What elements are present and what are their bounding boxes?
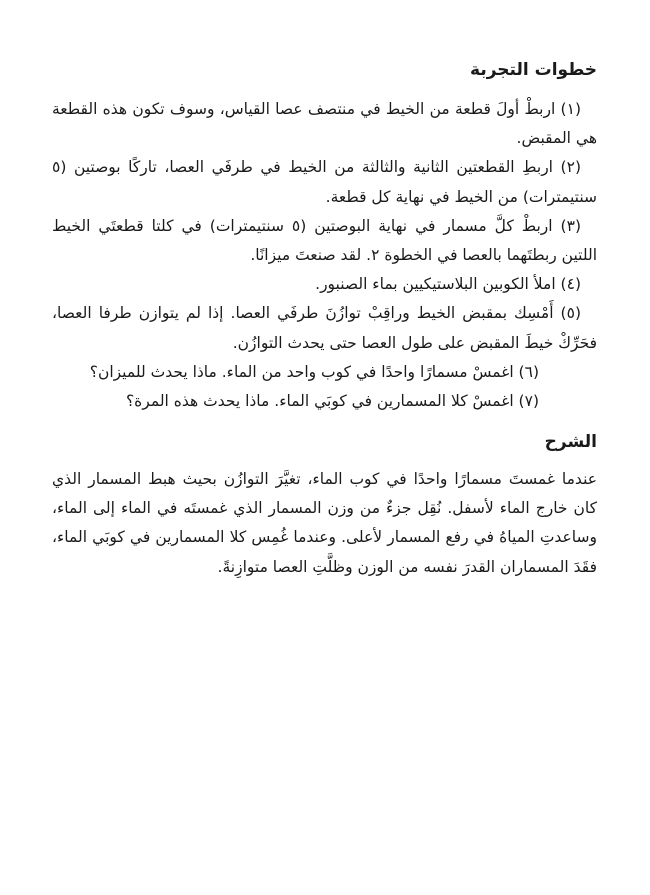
step-7: (٧) اغمسْ كلا المسمارين في كوبَي الماء. ماذا يحدث هذه المرة؟ [125,392,539,411]
step-3: (٣) اربطْ كلَّ مسمار في نهاية البوصتين (٥ سنتيمترات) في كلتا قطعتَي الخيط اللتين ربطتَهما بالعصا في الخطوة ٢. لقد صنعتَ ميزانًا. [52,216,597,265]
step-5: (٥) أَمْسِك بمقبض الخيط وراقِبْ توازُنَ طرفَي العصا. إذا لم يتوازن طرفا العصا، فحَرِّكْ خيطَ المقبض على طول العصا حتى يحدث التوازُن. [52,304,597,352]
explanation-section-title: الشرح [544,432,597,452]
step-2: (٢) اربطِ القطعتين الثانية والثالثة من الخيط في طرفَي العصا، تاركًا بوصتين (٥ سنتيمترات) من الخيط في نهاية كل قطعة. [52,158,597,206]
step-4: (٤) املأ الكوبين البلاستيكيين بماء الصنبور. [315,275,581,294]
explanation-paragraph: عندما غمستَ مسمارًا واحدًا في كوب الماء، تغيَّرَ التوازُن بحيث هبط المسمار الذي كان خارج الماء لأسفل. نُقِل جزءٌ من وزن المسمار الذي غمستَه في الماء إلى الماء، وساعدتِ المياهُ في رفع المسمار لأعلى. وعندما غُمِس كلا المسمارين في كوبَي الماء، فقَدَ المسماران القدرَ نفسه من الوزن وظلَّتِ العصا متوازِنةً. [52,470,597,576]
document-page [52,0,597,895]
steps-list [52,95,597,416]
step-1: (١) اربطْ أولَ قطعة من الخيط في منتصف عصا القياس، وسوف تكون هذه القطعة هي المقبض. [52,100,597,148]
steps-section-title: خطوات التجربة [470,60,597,80]
step-6: (٦) اغمسْ مسمارًا واحدًا في كوب واحد من الماء. ماذا يحدث للميزان؟ [89,362,539,381]
